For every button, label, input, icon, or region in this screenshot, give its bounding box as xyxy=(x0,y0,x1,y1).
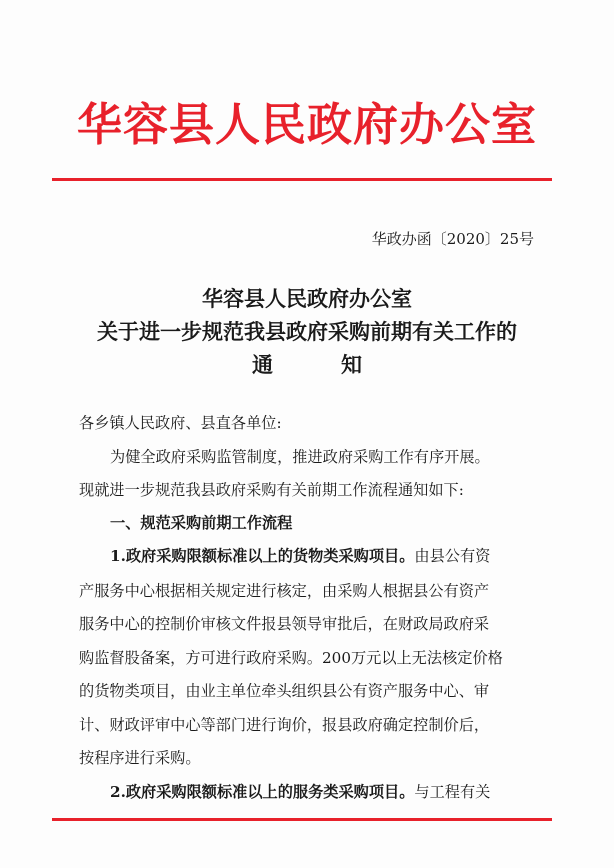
item-1-heading: 1.政府采购限额标准以上的货物类采购项目。 xyxy=(110,547,415,565)
item-2-text: 与工程有关 xyxy=(414,783,491,801)
document-number: 华政办函〔2020〕25号 xyxy=(371,230,534,248)
item-1-line-5: 的货物类项目，由业主单位牵头组织县公有资产服务中心、审 xyxy=(79,682,490,700)
salutation: 各乡镇人民政府、县直各单位: xyxy=(79,414,282,432)
item-2-line-1 xyxy=(110,781,490,802)
item-1-line-7: 按程序进行采购。 xyxy=(79,749,201,767)
item-1-line-1 xyxy=(110,545,490,566)
notice-title-line-1: 华容县人民政府办公室 xyxy=(202,286,412,311)
notice-title-line-2: 关于进一步规范我县政府采购前期有关工作的 xyxy=(97,319,517,344)
intro-line-2: 现就进一步规范我县政府采购有关前期工作流程通知如下: xyxy=(79,481,464,499)
notice-title-char-2: 知 xyxy=(341,352,362,377)
item-2-heading: 2.政府采购限额标准以上的服务类采购项目。 xyxy=(110,783,415,801)
item-1-line-2: 产服务中心根据相关规定进行核定，由采购人根据县公有资产 xyxy=(79,582,490,600)
red-divider-top xyxy=(52,178,552,181)
item-1-text: 由县公有资 xyxy=(414,547,491,565)
notice-title-char-1: 通 xyxy=(252,352,273,377)
masthead-title: 华容县人民政府办公室 xyxy=(76,98,537,151)
item-1-line-3: 服务中心的控制价审核文件报县领导审批后，在财政局政府采 xyxy=(79,615,490,633)
item-1-line-4: 购监督股备案，方可进行政府采购。200万元以上无法核定价格 xyxy=(79,649,503,667)
item-1-line-6: 计、财政评审中心等部门进行询价，报县政府确定控制价后， xyxy=(79,716,490,734)
intro-line-1: 为健全政府采购监管制度，推进政府采购工作有序开展。 xyxy=(110,448,490,466)
section-heading-1: 一、规范采购前期工作流程 xyxy=(110,514,293,532)
notice-title-line-3 xyxy=(0,349,614,379)
red-divider-bottom xyxy=(52,818,552,821)
